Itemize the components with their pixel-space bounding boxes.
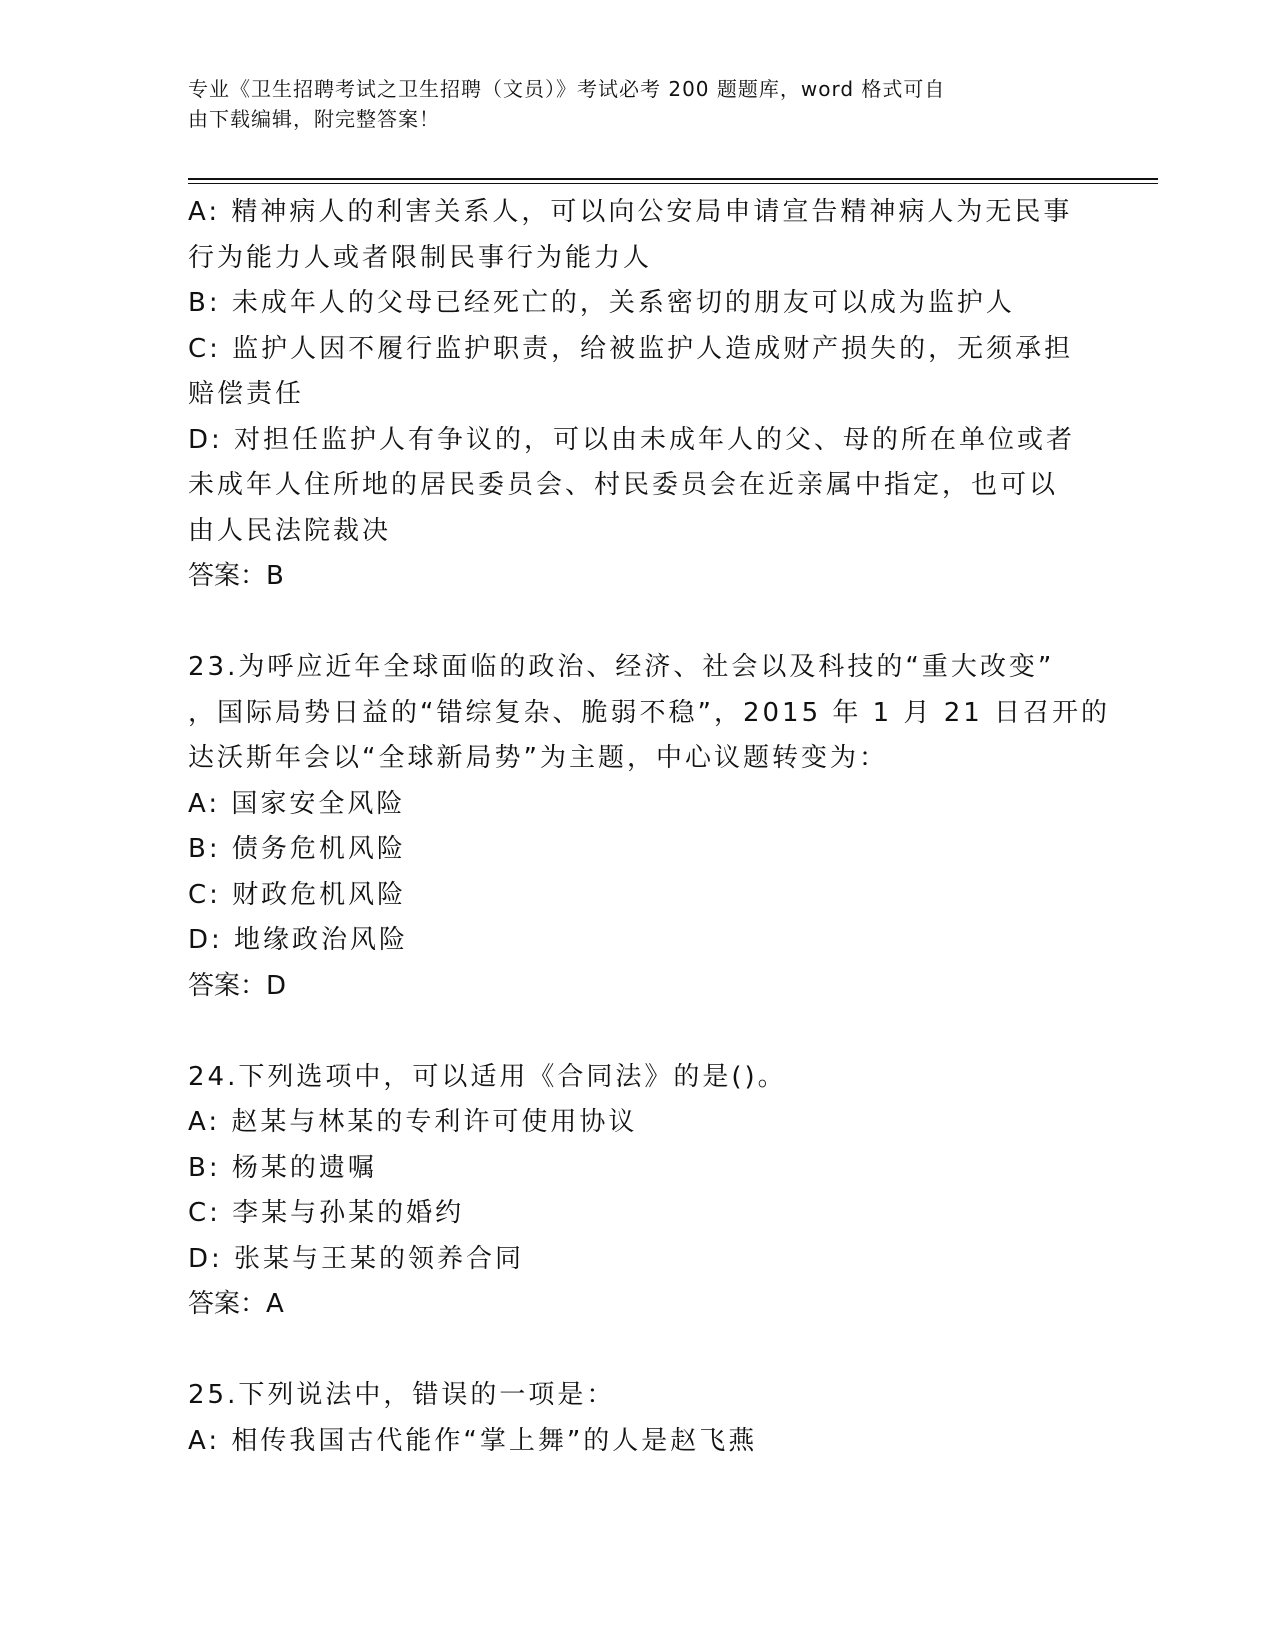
option-b: B: 债务危机风险 [188, 834, 406, 864]
option-a: A: 国家安全风险 [188, 788, 406, 819]
option-d-line-1: D: 对担任监护人有争议的，可以由未成年人的父、母的所在单位或者 [188, 424, 1076, 455]
option-b: B: 未成年人的父母已经死亡的，关系密切的朋友可以成为监护人 [188, 288, 1015, 318]
question-22 [188, 190, 1088, 600]
question-spacer [188, 1328, 1088, 1374]
question-stem-line-1: 23.为呼应近年全球面临的政治、经济、社会以及科技的“重大改变” [188, 652, 1055, 682]
question-stem-line-2: ，国际局势日益的“错综复杂、脆弱不稳”，2015 年 1 月 21 日召开的 [188, 697, 1111, 728]
option-a-line-1: A: 精神病人的利害关系人，可以向公安局申请宣告精神病人为无民事 [188, 197, 1073, 227]
header-divider-thin [188, 183, 1158, 184]
option-c: C: 财政危机风险 [188, 879, 407, 910]
question-24 [188, 1055, 1088, 1328]
question-spacer [188, 1009, 1088, 1055]
question-stem-line-3: 达沃斯年会以“全球新局势”为主题，中心议题转变为： [188, 743, 888, 773]
option-c: C: 李某与孙某的婚约 [188, 1198, 465, 1228]
option-b: B: 杨某的遗嘱 [188, 1152, 377, 1183]
option-c-line-2: 赔偿责任 [188, 379, 305, 409]
question-spacer [188, 600, 1088, 646]
option-a: A: 相传我国古代能作“掌上舞”的人是赵飞燕 [188, 1425, 758, 1456]
header-line-1: 专业《卫生招聘考试之卫生招聘（文员）》考试必考 200 题题库，word 格式可自 [188, 77, 946, 101]
option-a-line-2: 行为能力人或者限制民事行为能力人 [188, 242, 653, 273]
option-d: D: 地缘政治风险 [188, 925, 409, 955]
question-25 [188, 1373, 1088, 1464]
answer: 答案：B [188, 561, 284, 591]
question-23 [188, 645, 1111, 1009]
option-d-line-2: 未成年人住所地的居民委员会、村民委员会在近亲属中指定，也可以 [188, 470, 1059, 500]
question-stem: 25.下列说法中，错误的一项是： [188, 1380, 616, 1410]
question-content [188, 190, 1111, 1464]
option-a: A: 赵某与林某的专利许可使用协议 [188, 1107, 638, 1137]
option-d: D: 张某与王某的领养合同 [188, 1243, 525, 1274]
option-c-line-1: C: 监护人因不履行监护职责，给被监护人造成财产损失的，无须承担 [188, 333, 1074, 364]
document-header [188, 74, 1068, 134]
header-line-2: 由下载编辑，附完整答案！ [188, 107, 440, 131]
header-divider-thick [188, 178, 1158, 180]
question-stem: 24.下列选项中，可以适用《合同法》的是()。 [188, 1061, 787, 1092]
option-d-line-3: 由人民法院裁决 [188, 515, 392, 546]
answer: 答案：D [188, 970, 287, 1001]
answer: 答案：A [188, 1289, 284, 1319]
